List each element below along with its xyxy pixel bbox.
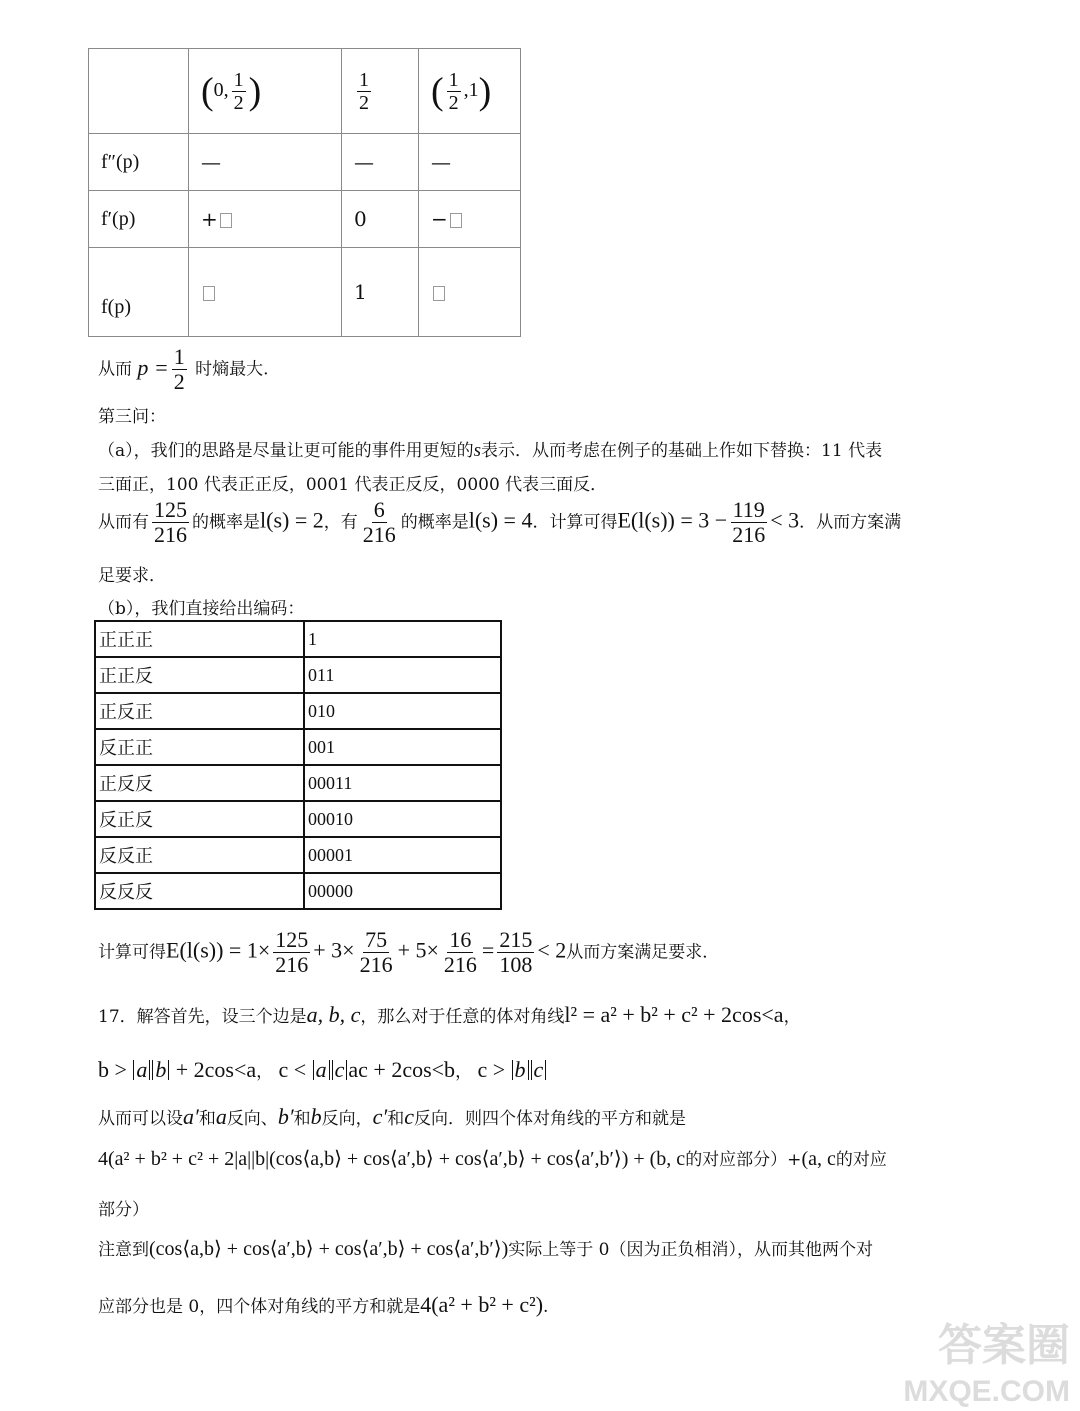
missing-glyph-icon — [203, 286, 215, 301]
code-cell: 011 — [304, 657, 501, 693]
q17-line6: 注意到(cos⟨a,b⟩ + cos⟨a′,b⟩ + cos⟨a′,b⟩ + cos⟨a′,b′⟩)实际上等于 0（因为正负相消），从而其他两个对 — [98, 1238, 873, 1260]
table-row — [95, 873, 501, 909]
part-a-line2: 三面正，100 代表正正反，0001 代表正反反，0000 代表三面反． — [98, 475, 608, 495]
watermark-url: MXQE.COM — [903, 1375, 1070, 1408]
row-label: f(p) — [89, 248, 189, 337]
max-entropy-conclusion: 从而 p = $\frac{1}{2}$ 时熵最大. — [98, 344, 269, 395]
sign-cell: 0 — [342, 191, 419, 248]
row-label: f″(p) — [89, 134, 189, 191]
missing-glyph-icon — [220, 213, 232, 228]
outcome-cell: 反正正 — [95, 729, 304, 765]
code-cell: 00011 — [304, 765, 501, 801]
table-row — [95, 729, 501, 765]
code-cell: 010 — [304, 693, 501, 729]
sign-table-row — [89, 134, 521, 191]
sign-cell: — — [342, 134, 419, 191]
sign-cell: — — [419, 134, 521, 191]
missing-glyph-icon — [450, 213, 462, 228]
table-row — [95, 801, 501, 837]
q17-line2: b > a b + 2cos<a， c < a c ac + 2cos<b， c > b c — [98, 1057, 547, 1083]
outcome-cell: 正反反 — [95, 765, 304, 801]
part-a-line3: 从而有 $\frac{125}{216}$ 的概率是l(s) = 2，有 $\frac{6}{216}$ 的概率是l(s) = 4．计算可得E(l(s)) = 3 − $\frac{119}{216}$ < 3．从而方案满 — [98, 497, 902, 548]
missing-glyph-icon — [433, 286, 445, 301]
q17-line7: 应部分也是 0，四个体对角线的平方和就是4(a² + b² + c²). — [98, 1292, 549, 1317]
code-cell: 1 — [304, 621, 501, 657]
interval-cell: $\frac{1}{2}$ — [342, 49, 419, 134]
sign-table — [88, 48, 521, 337]
sign-cell — [419, 248, 521, 337]
q17-line1: 17．解答首先，设三个边是a, b, c，那么对于任意的体对角线l² = a² + b² + c² + 2cos<a， — [98, 1002, 801, 1027]
sign-cell: + — [189, 191, 342, 248]
sign-cell: − — [419, 191, 521, 248]
code-cell: 00000 — [304, 873, 501, 909]
code-cell: 00010 — [304, 801, 501, 837]
q17-line5: 部分） — [98, 1200, 149, 1220]
outcome-cell: 正正反 — [95, 657, 304, 693]
q17-line3: 从而可以设a′和a反向、b′和b反向，c′和c反向．则四个体对角线的平方和就是 — [98, 1104, 686, 1129]
sign-table-header-row — [89, 49, 521, 134]
outcome-cell: 反反正 — [95, 837, 304, 873]
table-row — [95, 837, 501, 873]
outcome-cell: 反正反 — [95, 801, 304, 837]
interval-cell: ( $\frac{1}{2}$ ,1) — [419, 49, 521, 134]
outcome-cell: 正反正 — [95, 693, 304, 729]
table-row — [95, 657, 501, 693]
interval-cell: (0, $\frac{1}{2}$ ) — [189, 49, 342, 134]
code-cell: 00001 — [304, 837, 501, 873]
code-table — [94, 620, 502, 910]
sign-cell: — — [189, 134, 342, 191]
sign-cell — [189, 248, 342, 337]
sign-table-row — [89, 248, 521, 337]
part-a-line4: 足要求． — [98, 566, 166, 586]
outcome-cell: 正正正 — [95, 621, 304, 657]
watermark-logo: 答案圈 — [938, 1321, 1070, 1370]
table-row — [95, 693, 501, 729]
part3-title: 第三问： — [98, 407, 166, 427]
part-b-calculation: 计算可得E(l(s)) = 1× $\frac{125}{216}$ + 3× $\frac{75}{216}$ + 5× $\frac{16}{216}$ = $\frac{215}{108}$ < 2从而方案满足要求． — [98, 927, 720, 978]
code-cell: 001 — [304, 729, 501, 765]
part-b-title: （b），我们直接给出编码： — [98, 599, 305, 619]
sign-table-row — [89, 191, 521, 248]
sign-table-corner — [89, 49, 189, 134]
table-row — [95, 765, 501, 801]
q17-line4: 4(a² + b² + c² + 2|a||b|(cos⟨a,b⟩ + cos⟨a′,b⟩ + cos⟨a′,b⟩ + cos⟨a′,b′⟩) + (b, c的对应部分）+(a, c的对应 — [98, 1148, 887, 1170]
part-a-line1: （a），我们的思路是尽量让更可能的事件用更短的s表示．从而考虑在例子的基础上作如下替换：11 代表 — [98, 440, 883, 461]
sign-cell: 1 — [342, 248, 419, 337]
outcome-cell: 反反反 — [95, 873, 304, 909]
table-row — [95, 621, 501, 657]
row-label: f′(p) — [89, 191, 189, 248]
